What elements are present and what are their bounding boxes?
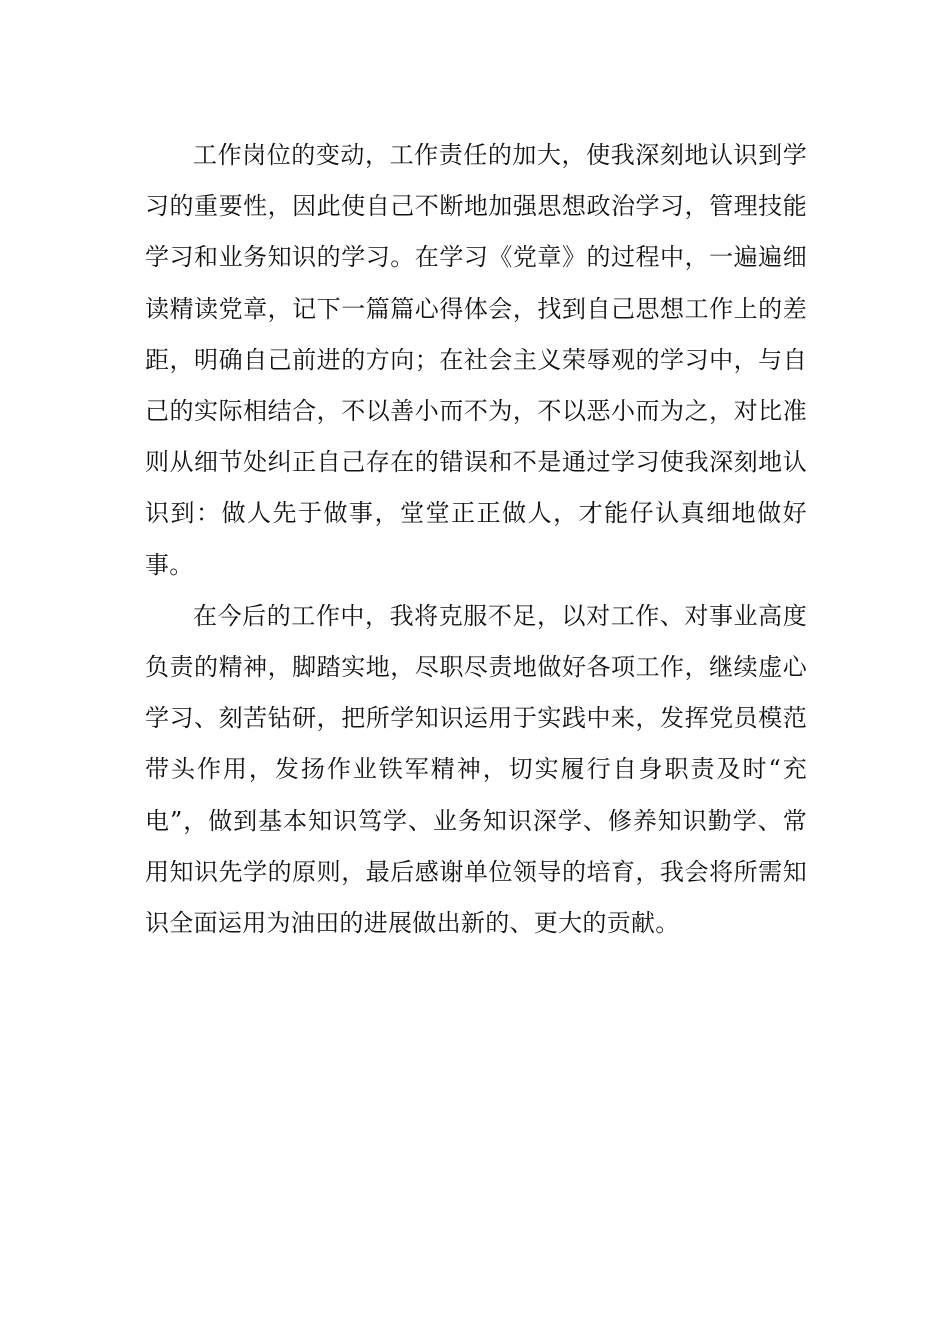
paragraph-2: 在今后的工作中，我将克服不足，以对工作、对事业高度负责的精神，脚踏实地，尽职尽责地做好各项工作，继续虚心学习、刻苦钻研，把所学知识运用于实践中来，发挥党员模范带头作用，发扬作业铁军精神，切实履行自身职责及时“充电”，做到基本知识笃学、业务知识深学、修养知识勤学、常用知识先学的原则，最后感谢单位领导的培育，我会将所需知识全面运用为油田的进展做出新的、更大的贡献。 <box>145 601 807 938</box>
document-body <box>145 130 807 949</box>
paragraph-1: 工作岗位的变动，工作责任的加大，使我深刻地认识到学习的重要性，因此使自己不断地加强思想政治学习，管理技能学习和业务知识的学习。在学习《党章》的过程中，一遍遍细读精读党章，记下一篇篇心得体会，找到自己思想工作上的差距，明确自己前进的方向；在社会主义荣辱观的学习中，与自己的实际相结合，不以善小而不为，不以恶小而为之，对比准则从细节处纠正自己存在的错误和不是通过学习使我深刻地认识到：做人先于做事，堂堂正正做人，才能仔认真细地做好事。 <box>145 141 807 579</box>
